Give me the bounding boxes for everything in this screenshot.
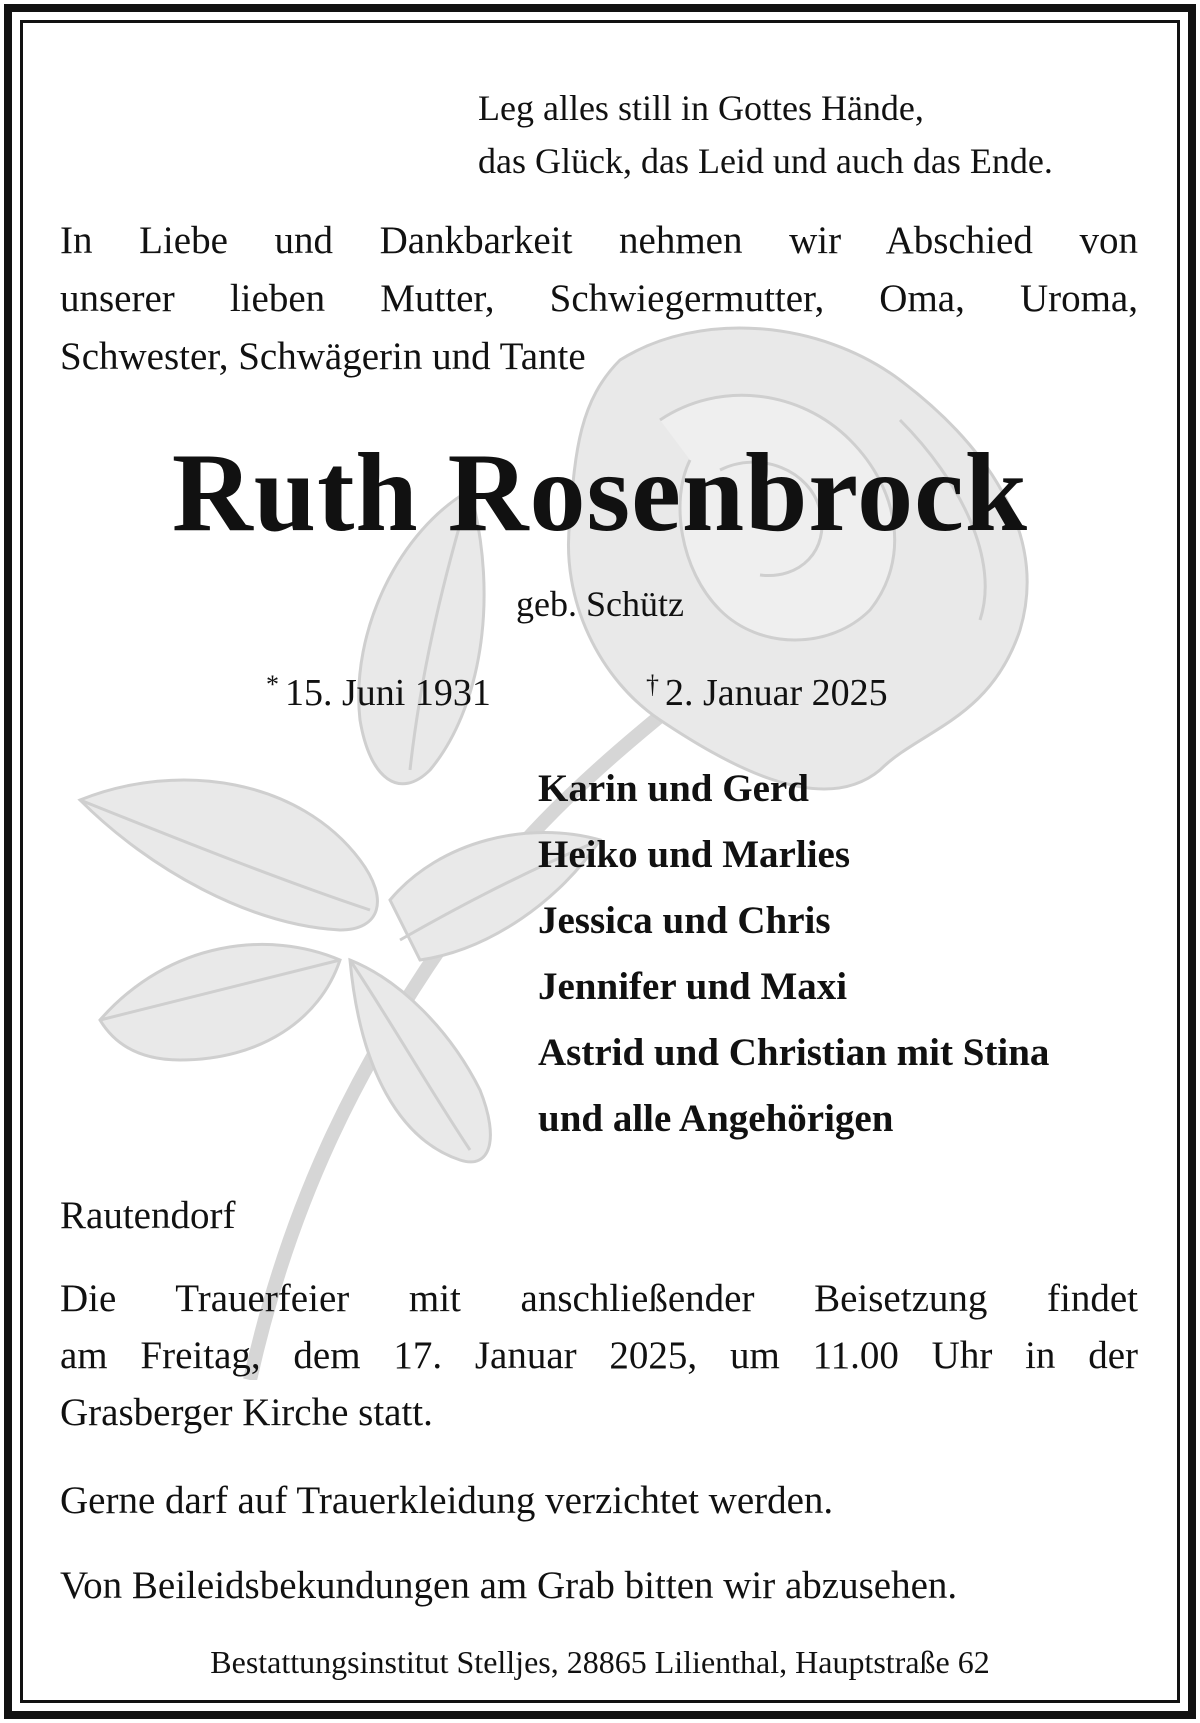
mourners-list bbox=[538, 756, 1049, 1152]
funeral-line: Grasberger Kirche statt. bbox=[60, 1391, 433, 1434]
verse bbox=[478, 82, 1053, 188]
condolences-note: Von Beileidsbekundungen am Grab bitten wir abzusehen. bbox=[60, 1564, 958, 1607]
funeral-line: am Freitag, dem 17. Januar 2025, um 11.00 Uhr in der bbox=[60, 1334, 1138, 1377]
deceased-name: Ruth Rosenbrock bbox=[171, 431, 1029, 555]
birth-symbol: * bbox=[266, 670, 279, 699]
mourner-entry: Jessica und Chris bbox=[538, 899, 831, 942]
intro-text bbox=[60, 212, 1138, 386]
death-date-line bbox=[646, 660, 888, 718]
funeral-info bbox=[60, 1270, 1138, 1441]
death-symbol: † bbox=[646, 670, 659, 699]
mourner-entry: und alle Angehörigen bbox=[538, 1097, 894, 1140]
funeral-home-footer: Bestattungsinstitut Stelljes, 28865 Lilienthal, Hauptstraße 62 bbox=[210, 1644, 990, 1680]
death-date: 2. Januar 2025 bbox=[665, 672, 888, 714]
funeral-line: Die Trauerfeier mit anschließender Beisetzung findet bbox=[60, 1277, 1138, 1320]
birth-date-line bbox=[266, 660, 491, 718]
intro-line: Schwester, Schwägerin und Tante bbox=[60, 335, 586, 378]
mourner-entry: Heiko und Marlies bbox=[538, 833, 851, 876]
clothing-note: Gerne darf auf Trauerkleidung verzichtet werden. bbox=[60, 1479, 834, 1522]
birth-date: 15. Juni 1931 bbox=[285, 672, 491, 714]
intro-line: In Liebe und Dankbarkeit nehmen wir Abschied von bbox=[60, 219, 1138, 262]
mourner-entry: Jennifer und Maxi bbox=[538, 965, 848, 1008]
verse-line: das Glück, das Leid und auch das Ende. bbox=[478, 141, 1053, 181]
intro-line: unserer lieben Mutter, Schwiegermutter, Oma, Uroma, bbox=[60, 277, 1138, 320]
mourner-entry: Karin und Gerd bbox=[538, 767, 809, 810]
mourner-entry: Astrid und Christian mit Stina bbox=[538, 1031, 1050, 1074]
maiden-name: geb. Schütz bbox=[516, 584, 684, 624]
verse-line: Leg alles still in Gottes Hände, bbox=[478, 88, 924, 128]
place-name: Rautendorf bbox=[60, 1194, 236, 1237]
